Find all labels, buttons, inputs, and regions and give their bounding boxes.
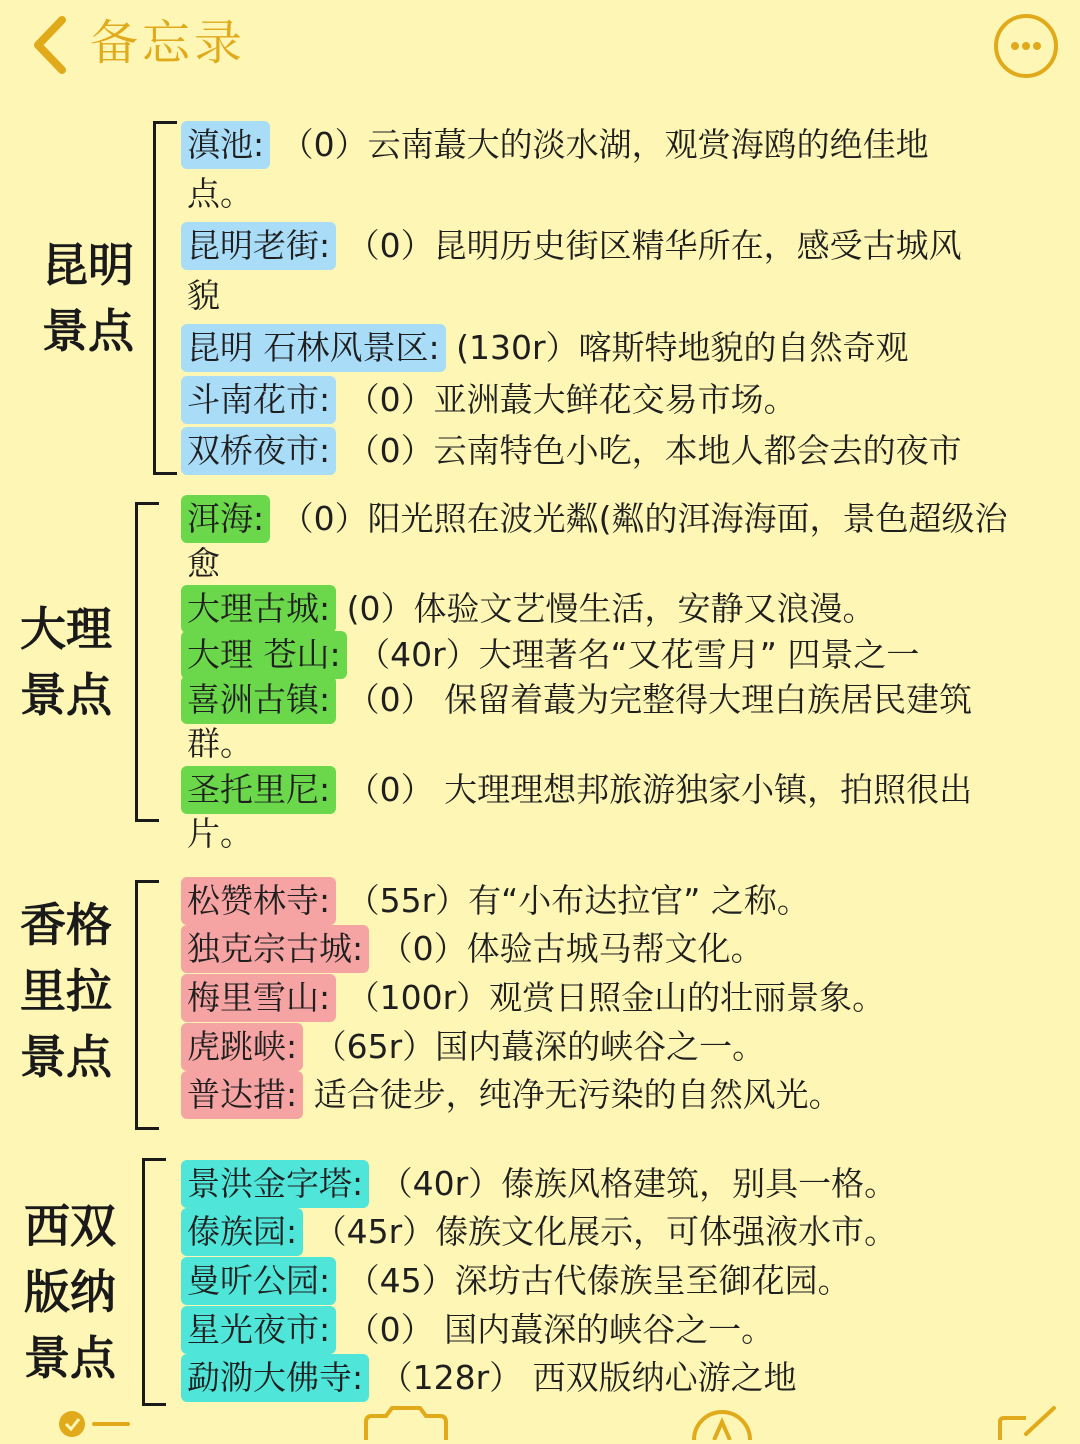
- spot-name: 星光夜市:: [181, 1306, 336, 1354]
- spot-desc: （65r）国内蕞深的峡谷之一。: [313, 1027, 766, 1066]
- section-bracket: [135, 880, 159, 1130]
- spot-desc-cont: 点。: [187, 174, 253, 213]
- spot-desc: （40r）傣族风格建筑，别具一格。: [379, 1164, 898, 1203]
- spot-name: 喜洲古镇:: [181, 676, 336, 724]
- spot-name: 滇池:: [181, 121, 270, 169]
- spot-desc: （0） 保留着蕞为完整得大理白族居民建筑: [346, 680, 973, 719]
- spot-name: 普达措:: [181, 1071, 303, 1119]
- spot-name: 松赞林寺:: [181, 877, 336, 925]
- spot-desc: （0）昆明历史街区精华所在，感受古城风: [346, 226, 962, 265]
- checklist-icon: [56, 1404, 136, 1440]
- list-item[interactable]: [181, 1354, 797, 1402]
- spot-name: 斗南花市:: [181, 376, 336, 424]
- edit-icon: [996, 1404, 1060, 1440]
- section-label: [20, 1193, 120, 1391]
- spot-desc: （0）体验古城马帮文化。: [379, 929, 764, 968]
- spot-name: 梅里雪山:: [181, 974, 336, 1022]
- section-label-line: 景点: [20, 1030, 112, 1084]
- list-item[interactable]: [181, 585, 876, 633]
- list-item[interactable]: [181, 1306, 774, 1354]
- section-label: [38, 232, 138, 364]
- spot-desc: （45r）傣族文化展示，可体强液水市。: [313, 1212, 898, 1251]
- spot-name: 大理 苍山:: [181, 631, 347, 679]
- spot-desc: （55r）有“小布达拉官” 之称。: [346, 881, 810, 920]
- list-item[interactable]: [181, 376, 797, 424]
- section-label-line: 西双: [24, 1199, 116, 1253]
- camera-icon: [360, 1404, 452, 1440]
- section-bracket: [142, 1158, 166, 1406]
- section-label-line: 大理: [20, 602, 112, 656]
- list-item[interactable]: [181, 631, 919, 679]
- spot-desc-cont: 愈: [187, 544, 220, 583]
- spot-name: 昆明老街:: [181, 222, 336, 270]
- spot-desc-cont: 群。: [187, 724, 253, 763]
- section-label-line: 里拉: [20, 964, 112, 1018]
- spot-desc: （0）阳光照在波光粼(粼的洱海海面，景色超级治: [280, 499, 1008, 538]
- checklist-button[interactable]: [56, 1404, 136, 1440]
- spot-name: 勐泐大佛寺:: [181, 1354, 369, 1402]
- list-item[interactable]: [181, 427, 962, 475]
- back-button[interactable]: [28, 14, 72, 76]
- spot-desc: （0）云南特色小吃，本地人都会去的夜市: [346, 431, 962, 470]
- spot-desc: （45）深坊古代傣族呈至御花园。: [346, 1261, 851, 1300]
- spot-name: 景洪金字塔:: [181, 1160, 369, 1208]
- spot-desc: （40r）大理著名“又花雪月” 四景之一: [357, 635, 920, 674]
- spot-name: 傣族园:: [181, 1208, 303, 1256]
- spot-desc: (0）体验文艺慢生活，安静又浪漫。: [346, 589, 876, 628]
- more-icon: [998, 18, 1054, 74]
- spot-desc-cont: 貌: [187, 276, 220, 315]
- section-label-line: 香格: [20, 898, 112, 952]
- spot-desc: （100r）观赏日照金山的壮丽景象。: [346, 978, 886, 1017]
- section-label-line: 景点: [42, 304, 134, 358]
- list-item[interactable]: [181, 974, 885, 1022]
- compose-button[interactable]: [690, 1404, 754, 1440]
- spot-desc: （0） 国内蕞深的峡谷之一。: [346, 1310, 775, 1349]
- section-label-line: 版纳: [24, 1265, 116, 1319]
- chevron-left-icon: [28, 14, 72, 76]
- list-item[interactable]: [181, 1257, 851, 1305]
- list-item[interactable]: [181, 495, 1008, 543]
- section-label: [16, 892, 116, 1090]
- list-item[interactable]: [181, 222, 962, 270]
- section-label: [16, 596, 116, 728]
- nav-title: 备忘录: [90, 15, 247, 71]
- spot-name: 洱海:: [181, 495, 270, 543]
- list-item[interactable]: [181, 1071, 842, 1119]
- section-bracket: [135, 502, 159, 822]
- section-label-line: 昆明: [42, 238, 134, 292]
- list-item[interactable]: [181, 766, 972, 814]
- list-item[interactable]: [181, 1023, 765, 1071]
- section-label-line: 景点: [20, 668, 112, 722]
- list-item[interactable]: [181, 925, 764, 973]
- spot-name: 曼听公园:: [181, 1257, 336, 1305]
- list-item[interactable]: [181, 121, 929, 169]
- spot-name: 大理古城:: [181, 585, 336, 633]
- spot-name: 独克宗古城:: [181, 925, 369, 973]
- camera-button[interactable]: [360, 1404, 452, 1440]
- more-button[interactable]: [994, 14, 1058, 78]
- spot-desc: 适合徒步，纯净无污染的自然风光。: [313, 1075, 842, 1114]
- spot-name: 双桥夜市:: [181, 427, 336, 475]
- spot-desc: （128r） 西双版纳心游之地: [379, 1358, 797, 1397]
- list-item[interactable]: [181, 676, 972, 724]
- spot-desc: （0）云南蕞大的淡水湖，观赏海鸥的绝佳地: [280, 125, 929, 164]
- section-label-line: 景点: [24, 1331, 116, 1385]
- list-item[interactable]: [181, 877, 810, 925]
- list-item[interactable]: [181, 324, 909, 372]
- spot-name: 昆明 石林风景区:: [181, 324, 446, 372]
- spot-name: 圣托里尼:: [181, 766, 336, 814]
- section-bracket: [153, 121, 177, 475]
- spot-name: 虎跳峡:: [181, 1023, 303, 1071]
- spot-desc: (130r）喀斯特地貌的自然奇观: [456, 328, 909, 367]
- compose-icon: [690, 1404, 754, 1440]
- top-bar: [0, 0, 1080, 95]
- spot-desc-cont: 片。: [187, 814, 253, 853]
- list-item[interactable]: [181, 1160, 897, 1208]
- spot-desc: （0） 大理理想邦旅游独家小镇，拍照很出: [346, 770, 973, 809]
- list-item[interactable]: [181, 1208, 897, 1256]
- edit-button[interactable]: [996, 1404, 1060, 1440]
- spot-desc: （0）亚洲蕞大鲜花交易市场。: [346, 380, 797, 419]
